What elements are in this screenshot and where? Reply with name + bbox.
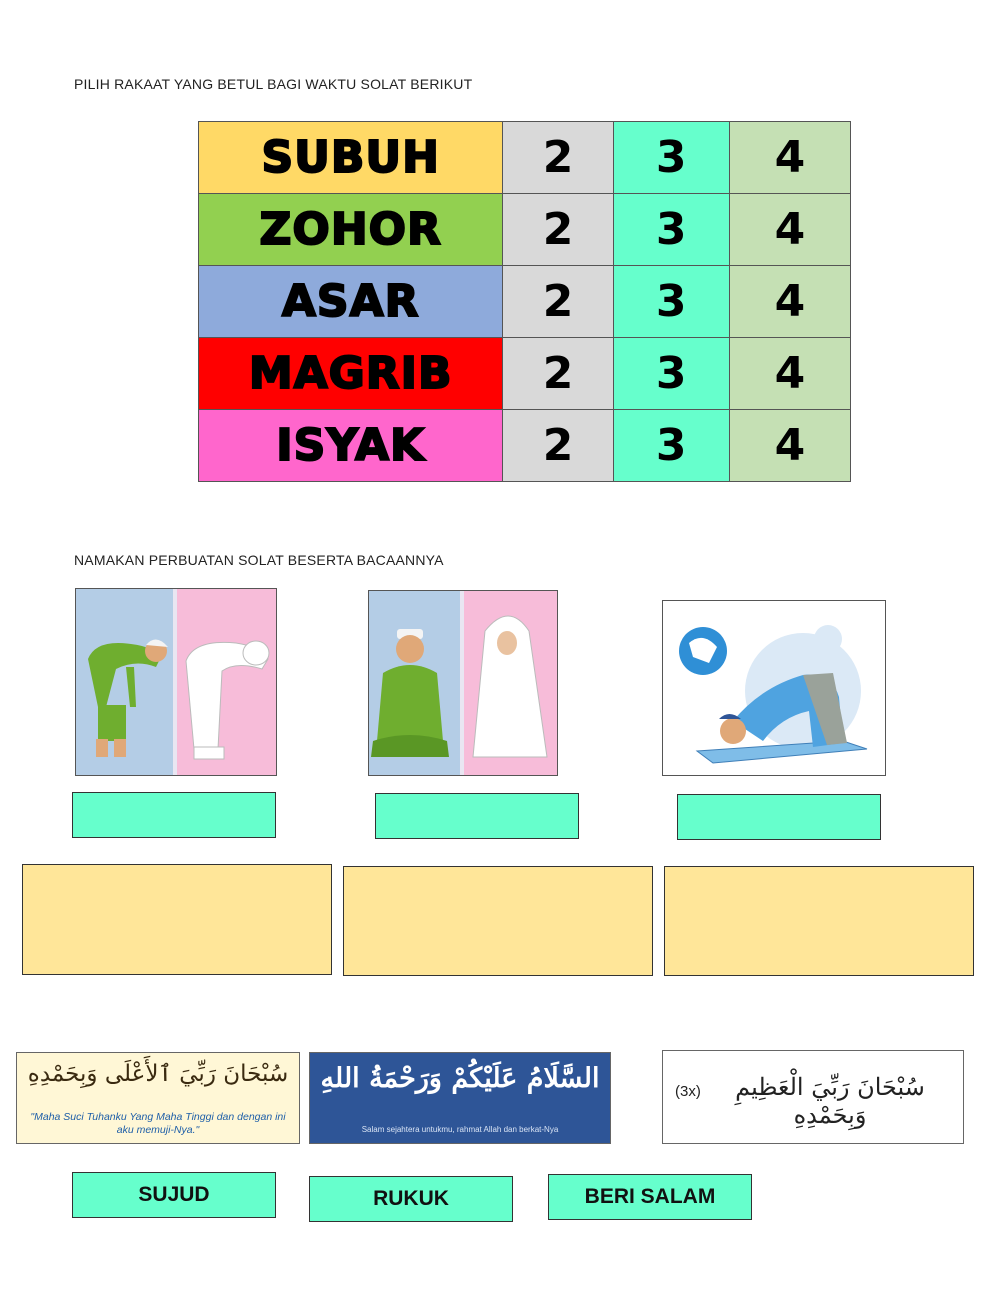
translation-text: "Maha Suci Tuhanku Yang Maha Tinggi dan dengan ini aku memuji-Nya." (30, 1111, 286, 1136)
rakaat-option[interactable]: 2 (503, 122, 613, 194)
reading-slot-2[interactable] (343, 866, 653, 976)
rakaat-option[interactable]: 2 (503, 194, 613, 266)
arabic-text: سُبْحَانَ رَبِّيَ ٱلأَعْلَى وَبِحَمْدِهِ (27, 1061, 289, 1087)
rakaat-option[interactable]: 4 (729, 410, 850, 482)
rakaat-option[interactable]: 3 (613, 410, 729, 482)
translation-text: Salam sejahtera untukmu, rahmat Allah dan berkat-Nya (361, 1125, 559, 1134)
rakaat-option[interactable]: 2 (503, 338, 613, 410)
rakaat-table (198, 121, 851, 482)
table-row (199, 410, 851, 482)
label-chip-sujud[interactable]: SUJUD (72, 1172, 276, 1218)
reading-slot-3[interactable] (664, 866, 974, 976)
rakaat-option[interactable]: 3 (613, 338, 729, 410)
arabic-text: السَّلَامُ عَلَيْكُمْ وَرَحْمَةُ اللهِ (320, 1063, 600, 1094)
repeat-count: (3x) (675, 1083, 701, 1100)
answer-slot-1[interactable] (72, 792, 276, 838)
reading-slot-1[interactable] (22, 864, 332, 975)
table-row (199, 338, 851, 410)
rakaat-option[interactable]: 3 (613, 266, 729, 338)
table-row (199, 266, 851, 338)
prayer-name: MAGRIB (199, 338, 503, 410)
rakaat-option[interactable]: 3 (613, 194, 729, 266)
rakaat-option[interactable]: 4 (729, 122, 850, 194)
arabic-text: سُبْحَانَ رَبِّيَ الْعَظِيمِ وَبِحَمْدِهِ (735, 1073, 925, 1129)
rakaat-option[interactable]: 3 (613, 122, 729, 194)
instruction-rakaat: PILIH RAKAAT YANG BETUL BAGI WAKTU SOLAT BERIKUT (74, 76, 473, 92)
rakaat-option[interactable]: 2 (503, 410, 613, 482)
table-row (199, 194, 851, 266)
prayer-name: SUBUH (199, 122, 503, 194)
table-row (199, 122, 851, 194)
label-chip-rukuk[interactable]: RUKUK (309, 1176, 513, 1222)
rakaat-option[interactable]: 4 (729, 266, 850, 338)
sitting-picture (368, 590, 558, 776)
instruction-perbuatan: NAMAKAN PERBUATAN SOLAT BESERTA BACAANNYA (74, 552, 444, 568)
answer-slot-2[interactable] (375, 793, 579, 839)
answer-slot-3[interactable] (677, 794, 881, 840)
reading-card-rukuk[interactable] (662, 1050, 964, 1144)
rakaat-option[interactable]: 4 (729, 338, 850, 410)
sujud-picture (662, 600, 886, 776)
rakaat-option[interactable]: 2 (503, 266, 613, 338)
label-chip-beri-salam[interactable]: BERI SALAM (548, 1174, 752, 1220)
reading-card-salam[interactable] (309, 1052, 611, 1144)
prayer-name: ZOHOR (199, 194, 503, 266)
rukuk-picture (75, 588, 277, 776)
reading-card-sujud[interactable] (16, 1052, 300, 1144)
rakaat-option[interactable]: 4 (729, 194, 850, 266)
prayer-name: ISYAK (199, 410, 503, 482)
prayer-name: ASAR (199, 266, 503, 338)
